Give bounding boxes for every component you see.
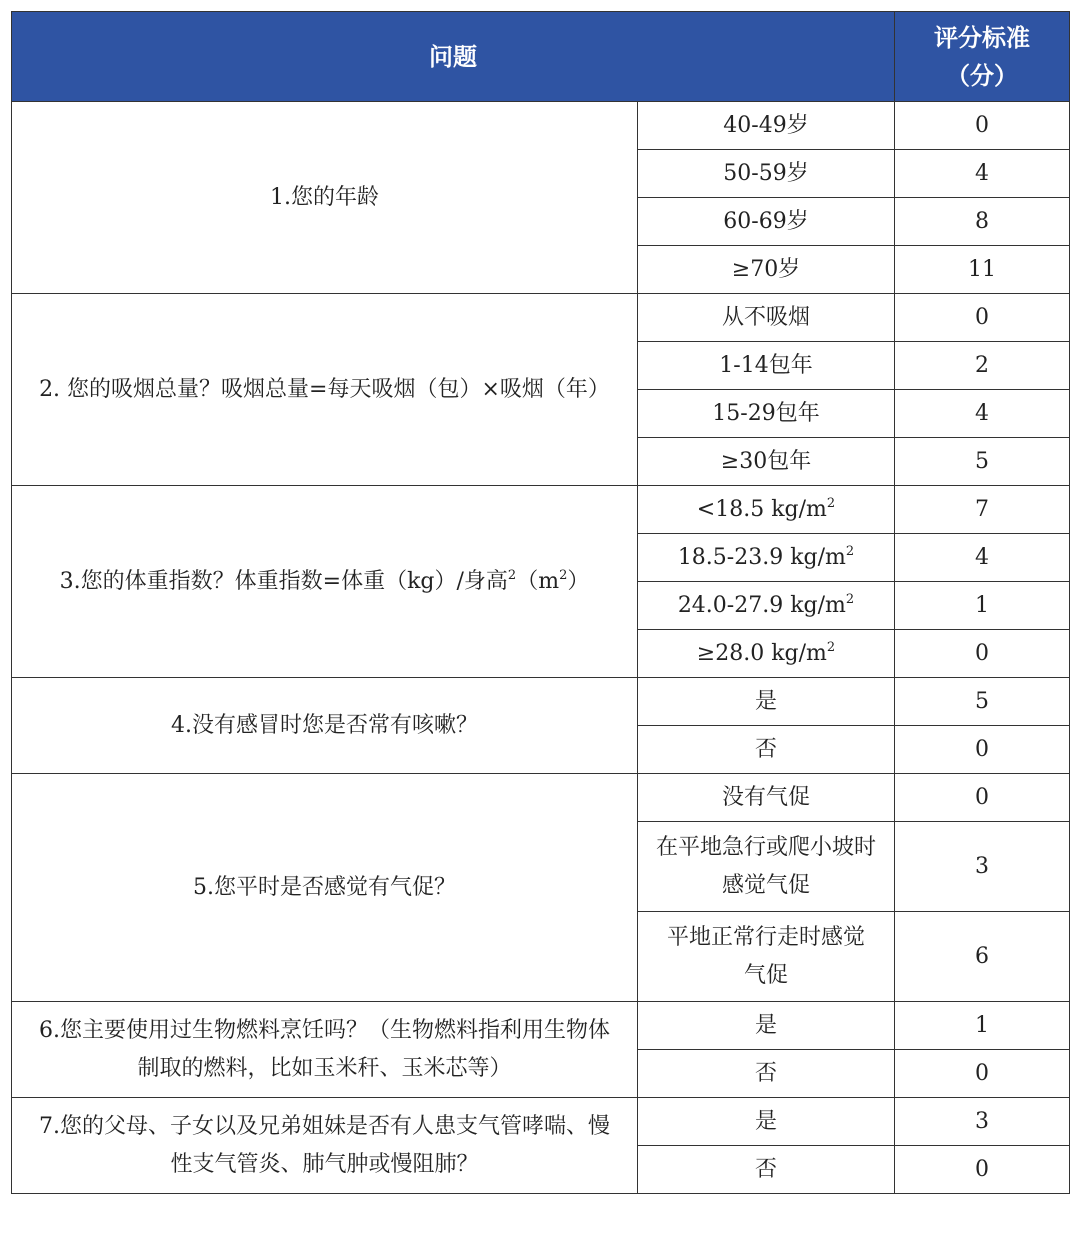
header-row (12, 12, 1070, 102)
score-cell: 2 (895, 342, 1070, 390)
table-row (12, 486, 1070, 534)
score-cell: 1 (895, 1002, 1070, 1050)
table-row (12, 102, 1070, 150)
option-cell: 没有气促 (638, 774, 895, 822)
option-cell: 18.5-23.9 $kg/m^2$ (638, 534, 895, 582)
score-cell: 3 (895, 1098, 1070, 1146)
score-cell: 0 (895, 1050, 1070, 1098)
score-cell: 4 (895, 534, 1070, 582)
score-cell: 0 (895, 102, 1070, 150)
score-cell: 0 (895, 774, 1070, 822)
option-cell: 否 (638, 1050, 895, 1098)
option-cell: 平地正常行走时感觉 气促 (638, 912, 895, 1002)
question-cell-3: 3.您的体重指数？体重指数=体重（kg）/身高$^2(m^2)$ (12, 486, 638, 678)
header-score: 评分标准 （分） (895, 12, 1070, 102)
question-cell-6: 6.您主要使用过生物燃料烹饪吗？（生物燃料指利用生物体 制取的燃料，比如玉米秆、玉米芯等） (12, 1002, 638, 1098)
option-cell: 是 (638, 1098, 895, 1146)
option-cell: 40-49岁 (638, 102, 895, 150)
question-cell-7: 7.您的父母、子女以及兄弟姐妹是否有人患支气管哮喘、慢 性支气管炎、肺气肿或慢阻肺？ (12, 1098, 638, 1194)
option-cell: 在平地急行或爬小坡时 感觉气促 (638, 822, 895, 912)
table-row (12, 1002, 1070, 1050)
table-row (12, 678, 1070, 726)
score-cell: 6 (895, 912, 1070, 1002)
scoring-table (11, 11, 1070, 1194)
score-cell: 5 (895, 678, 1070, 726)
option-cell: ≥30包年 (638, 438, 895, 486)
score-cell: 8 (895, 198, 1070, 246)
option-cell: 50-59岁 (638, 150, 895, 198)
option-cell: <18.5 $kg/m^2$ (638, 486, 895, 534)
question-cell-4: 4.没有感冒时您是否常有咳嗽？ (12, 678, 638, 774)
option-cell: 否 (638, 1146, 895, 1194)
score-cell: 0 (895, 630, 1070, 678)
option-cell: ≥70岁 (638, 246, 895, 294)
option-cell: 60-69岁 (638, 198, 895, 246)
option-cell: 是 (638, 1002, 895, 1050)
option-cell: 15-29包年 (638, 390, 895, 438)
table-row (12, 294, 1070, 342)
score-cell: 7 (895, 486, 1070, 534)
score-cell: 5 (895, 438, 1070, 486)
score-cell: 0 (895, 1146, 1070, 1194)
option-cell: 1-14包年 (638, 342, 895, 390)
score-cell: 4 (895, 390, 1070, 438)
score-cell: 3 (895, 822, 1070, 912)
option-cell: ≥28.0 $kg/m^2$ (638, 630, 895, 678)
question-cell-1: 1.您的年龄 (12, 102, 638, 294)
score-cell: 0 (895, 294, 1070, 342)
option-cell: 是 (638, 678, 895, 726)
option-cell: 24.0-27.9 $kg/m^2$ (638, 582, 895, 630)
option-cell: 否 (638, 726, 895, 774)
question-cell-2: 2. 您的吸烟总量？吸烟总量=每天吸烟（包）×吸烟（年） (12, 294, 638, 486)
score-cell: 1 (895, 582, 1070, 630)
score-cell: 4 (895, 150, 1070, 198)
table-row (12, 1098, 1070, 1146)
score-cell: 11 (895, 246, 1070, 294)
table-row (12, 774, 1070, 822)
score-cell: 0 (895, 726, 1070, 774)
question-cell-5: 5.您平时是否感觉有气促？ (12, 774, 638, 1002)
header-question: 问题 (12, 12, 895, 102)
option-cell: 从不吸烟 (638, 294, 895, 342)
